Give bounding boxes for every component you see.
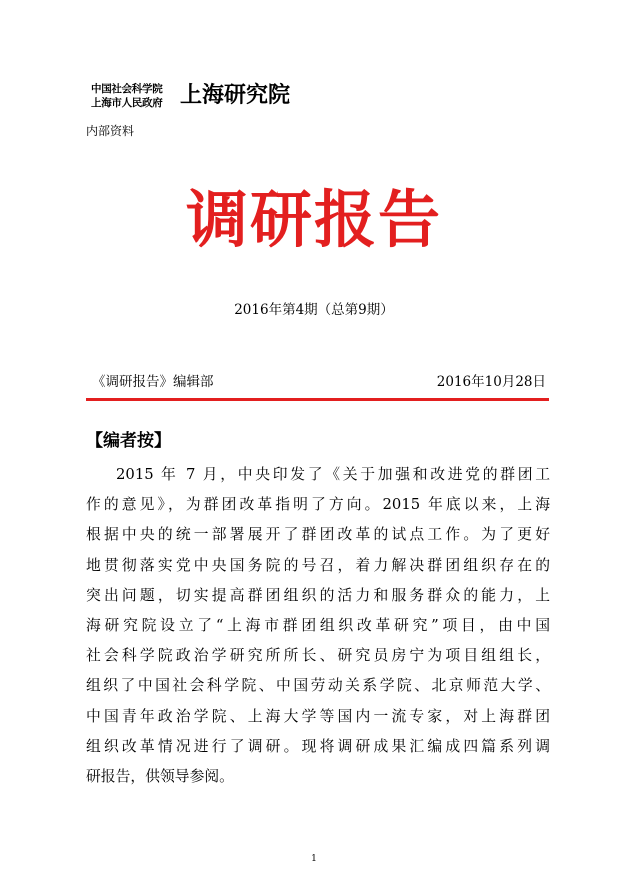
editor-note-line: 研报告，供领导参阅。: [86, 767, 234, 785]
editor-department: 《调研报告》编辑部: [92, 374, 214, 390]
red-divider-rule: [86, 398, 549, 401]
editor-note-line: 组织了中国社会科学院、中国劳动关系学院、北京师范大学、: [86, 677, 550, 695]
editor-note-heading: 【编者按】: [86, 431, 171, 451]
classification-label: 内部资料: [86, 124, 135, 138]
report-title: 调研报告: [185, 183, 442, 256]
editor-note-line: 地贯彻落实党中央国务院的号召，着力解决群团组织存在的: [86, 556, 550, 574]
institution-shanghai-government: 上海市人民政府: [91, 97, 163, 109]
page-number: 1: [311, 854, 317, 864]
editor-note-line: 海研究院设立了“上海市群团组织改革研究”项目，由中国: [86, 616, 550, 634]
editor-note-line: 2015 年 7 月，中央印发了《关于加强和改进党的群团工: [116, 466, 550, 483]
institution-cass: 中国社会科学院: [91, 83, 163, 95]
institution-names: [91, 82, 183, 110]
editor-note-line: 社会科学院政治学研究所所长、研究员房宁为项目组组长，: [86, 647, 550, 665]
editor-note-line: 中国青年政治学院、上海大学等国内一流专家，对上海群团: [86, 707, 550, 725]
editor-note-body: [86, 460, 550, 792]
editor-note-line: 作的意见》，为群团改革指明了方向。2015 年底以来，上海: [86, 496, 550, 514]
editor-note-line: 突出问题，切实提高群团组织的活力和服务群众的能力，上: [86, 586, 550, 604]
editor-note-line: 组织改革情况进行了调研。现将调研成果汇编成四篇系列调: [86, 737, 550, 755]
institute-name: 上海研究院: [180, 82, 291, 108]
issue-date: 2016年10月28日: [436, 374, 546, 390]
issue-number: 2016年第4期（总第9期）: [234, 302, 394, 318]
editor-note-line: 根据中央的统一部署展开了群团改革的试点工作。为了更好: [86, 526, 550, 544]
